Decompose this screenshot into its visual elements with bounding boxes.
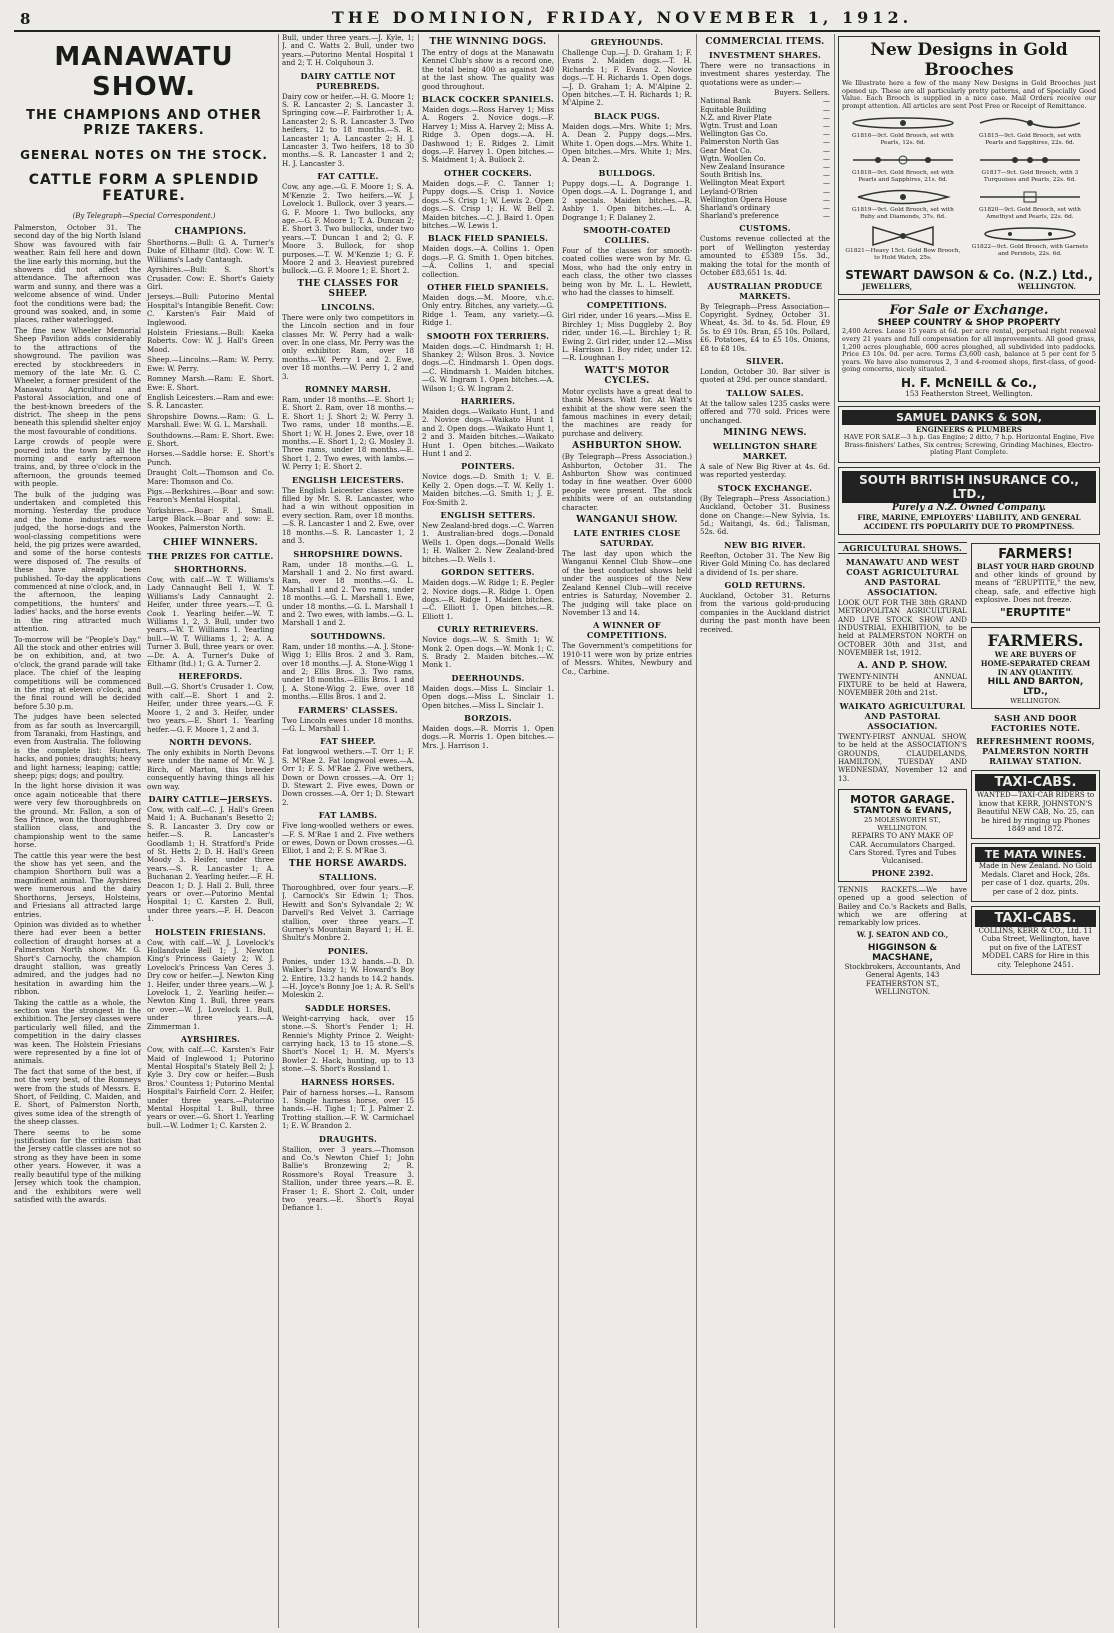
mcneill-address: 153 Featherston Street, Wellington.: [905, 389, 1033, 398]
eruptite-title: FARMERS!: [998, 546, 1073, 562]
paragraph: Two Lincoln ewes under 18 months.—G. L. Marshall 1.: [282, 715, 414, 733]
share-price: —: [823, 163, 830, 172]
column-rule: [278, 34, 279, 1628]
share-price: —: [823, 113, 830, 122]
paragraph: and other kinds of ground by means of "ERUPTITE," the new, cheap, safe, and effective high explosive. Does not freeze.: [975, 569, 1096, 604]
table-row: [700, 130, 830, 138]
stewart-dawson-name: STEWART DAWSON & Co. (N.Z.) Ltd.,: [845, 268, 1093, 283]
section-heading: BLACK PUGS.: [593, 110, 661, 121]
motor-garage-title: MOTOR GARAGE.: [850, 793, 955, 807]
share-name: Sharland's ordinary: [700, 204, 771, 213]
eruptite-sub: BLAST YOUR HARD GROUND: [976, 561, 1095, 571]
brooch-item: [972, 225, 1089, 258]
section-heading: CURLY RETRIEVERS.: [437, 624, 539, 635]
table-row: [700, 204, 830, 212]
section-heading: BLACK COCKER SPANIELS.: [422, 94, 554, 105]
brooch-item: [845, 114, 962, 147]
paragraph: Maiden dogs.—Waikato Hunt, 1 and 2. Novice dogs.—Waikato Hunt 1 and 2. Open dogs.—Waikato Hunt 1, 2 and 3. Maiden bitches.—Waikato Hunt 1. Open bitches.—Waikato Hunt 1 and 2.: [422, 407, 554, 459]
paragraph: Taking the cattle as a whole, the section was the strongest in the exhibition. The Jersey classes were particularly well filled, and the competition in the dairy classes was keen. The Holstein Friesians were represented by a fine lot of animals.: [14, 997, 141, 1066]
table-row: [700, 179, 830, 187]
section-heading: FAT LAMBS.: [318, 810, 378, 821]
section-heading: ROMNEY MARSH.: [304, 384, 392, 394]
share-price: —: [823, 195, 830, 204]
paragraph: Large crowds of people were poured into the town by all the morning and early afternoon trains, and, by three o'clock in the afternoon, the grounds teemed with people.: [14, 437, 141, 489]
section-heading: GREYHOUNDS.: [590, 37, 664, 47]
insurance-sub: Purely a N.Z. Owned Company.: [892, 502, 1046, 513]
stewart-dawson-sub: [842, 282, 1096, 291]
section-heading: STOCK EXCHANGE.: [717, 482, 813, 493]
paragraph: Opinion was divided as to whether there had ever been a better collection of draught horses at a Palmerston North show. Mr. G. Short's Carnochy, the champion draught stallion, was greatly admired, and the judges had no hesitation in awarding him the ribbon.: [14, 919, 141, 997]
brooch-item: [972, 114, 1089, 147]
paragraph: The entry of dogs at the Manawatu Kennel Club's show is a record one, the total being 400 as against 240 at the last show. The quality was good throughout.: [422, 48, 554, 91]
section-heading: AGRICULTURAL SHOWS.: [838, 542, 967, 554]
paragraph: (By Telegraph—Press Association.) Auckland, October 31. Business done on Change:—New Sylvia, 1s. 5d.; Waitangi, 4s. 6d.; Talisman, 52s. 6d.: [700, 493, 830, 537]
section-heading: DAIRY CATTLE NOT PUREBREDS.: [300, 70, 396, 91]
share-name: Equitable Building: [700, 105, 767, 114]
column-rule: [834, 34, 835, 1628]
section-heading: THE WINNING DOGS.: [429, 37, 547, 47]
motor-garage-phone: PHONE 2392.: [871, 867, 934, 878]
brooch-item: [845, 225, 962, 262]
paragraph: 2,400 Acres. Lease 15 years at 6d. per acre rental, perpetual right renewal every 21 years and full compensation for all improvements. All good grass, 1,200 acres ploughable, 600 acres ploughed, all subdivided into paddocks. Price £3 10s. 0d. per acre. Terms £3,600 cash, balance at 5 per cent for 5 years. We have also numerous 2, 3 and 4-roomed shops, first-class, of good-going concerns, nicely situated.: [842, 327, 1096, 374]
paragraph: Holstein Friesians.—Bull: Kaeka Roberts. Cow: W. J. Hall's Green Mood.: [147, 328, 274, 354]
byline: (By Telegraph—Special Correspondent.): [72, 212, 216, 220]
champions-heading: CHAMPIONS.: [174, 227, 247, 237]
article-deck: GENERAL NOTES ON THE STOCK.: [20, 148, 268, 162]
paragraph: Maiden dogs.—Ross Harvey 1; Miss A. Rogers 2. Novice dogs.—F. Harvey 1; Miss A. Harvey 2; Miss A. Ridge 3. Open dogs.—A. H. Dashwood 1; E. Ridges 2. Limit dogs.—F. Harvey 1. Open bitches.—S. Maidment 1; A. Bullock 2.: [422, 105, 554, 165]
paragraph: Maiden dogs.—C. Hindmarsh 1; H. Shankey 2; Wilson Bros. 3. Novice dogs.—C. Hindmarsh 1. Open dogs.—C. Hindmarsh 1. Maiden bitches.—G. W. Ingram 1. Open bitches.—A. Wilson 1; G. W. Ingram 2.: [422, 341, 554, 393]
brooch-icon: [975, 114, 1085, 132]
danks-name: SAMUEL DANKS & SON,: [842, 410, 1096, 425]
brooch-caption: G1815—9ct. Gold Brooch, set with Pearls and Sapphires, 22s. 6d.: [979, 133, 1081, 147]
share-name: Wellington Opera House: [700, 195, 787, 204]
section-heading: ENGLISH SETTERS.: [440, 510, 536, 521]
danks-advert: [838, 406, 1100, 463]
share-price: —: [823, 146, 830, 155]
commercial-column: [700, 34, 830, 1628]
paragraph: COLLINS, KERR & CO., Ltd. 11 Cuba Street, Wellington, have put on five of the LATEST MODEL CARS for Hire in this city. Telephone 2451.: [978, 926, 1093, 969]
paragraph: Ram, under 18 months.—G. L. Marshall 1 and 2. No first award. Ram, over 18 months.—G. L. Marshall 1 and 2. Two rams, under 18 months.—G. L. Marshall 1. Ewe, under 18 months.—G. L. Marshall 1 and 2. Two ewes, with lambs.—G. L. Marshall 1 and 2.: [282, 559, 414, 628]
table-row: [700, 106, 830, 114]
paragraph: TENNIS RACKETS.—We have opened up a good selection of Bailey and Co.'s Rackets and Balls, which we are offering at remarkably low prices.: [838, 884, 967, 928]
share-price: —: [823, 138, 830, 147]
paragraph: REPAIRS TO ANY MAKE OF CAR. Accumulators Charged. Cars Stored. Tyres and Tubes Vulcanised.: [848, 831, 957, 866]
eruptite-advert: [971, 543, 1100, 624]
brooch-caption: G1819—9ct. Gold Brooch, set with Ruby and Diamonds, 37s. 6d.: [852, 207, 954, 221]
classified-column-right: [971, 539, 1100, 999]
advert-heading: SASH AND DOOR FACTORIES NOTE.: [990, 713, 1081, 734]
share-name: N.Z. and River Plate: [700, 113, 772, 122]
paragraph: HAVE FOR SALE—3 h.p. Gas Engine; 2 ditto, 7 h.p. Horizontal Engine, Five Brass-finishers' Lathes, Six centres; Screwing, Grinding Machines, Electro-plating Plant Complete.: [843, 432, 1095, 457]
paragraph: Fat longwool wethers.—T. Orr 1; F. S. M'Rae 2. Fat longwool ewes.—A. Orr 1; F. S. M'Rae 2. Five wethers, Down or Down crosses.—A. Orr 1; D. Stewart 2. Five ewes, Down or Down crosses.—A. Orr 1; D. Stewart 2.: [282, 747, 414, 807]
brooch-advert-title: New Designs in Gold Brooches: [870, 40, 1068, 80]
section-heading: MINING NEWS.: [723, 427, 807, 438]
table-row: [700, 171, 830, 179]
classified-adverts: [838, 539, 1100, 999]
property-advert: [838, 299, 1100, 402]
paragraph: The last day upon which the Wanganui Kennel Club Show—one of the best conducted shows held under the auspices of the New Zealand Kennel Club—will receive entries is Saturday, November 2. The judging will take place on November 13 and 14.: [562, 549, 692, 617]
section-heading: DAIRY CATTLE—JERSEYS.: [148, 793, 273, 804]
page-number: 8: [20, 10, 31, 28]
masthead: THE DOMINION, FRIDAY, NOVEMBER 1, 1912.: [331, 8, 913, 27]
paragraph: Bull, under three years.—J. Kyle, 1; J. and C. Watts 2. Bull, under two years.—Putorino Mental Hospital 1 and 2; T. H. Colquhoun 3.: [282, 34, 414, 68]
paragraph: Cow, any age.—G. F. Moore 1; S. A. M'Kenzie 2. Two heifers.—W. J. Lovelock 1. Bullock, over 3 years.—G. F. Moore 1. Two bullocks, any age.—G. F. Moore 1; T. A. Duncan 2; E. Short 3. Two bullocks, under two years.—T. Duncan 1 and 2; G. F. Moore 3. Bullock, for shop purposes.—T. W. M'Kenzie 1; G. F. Moore 2 and 3. Heaviest purebred bullock.—G. F. Moore 1; E. Short 2.: [282, 182, 414, 276]
share-price: —: [823, 97, 830, 106]
paragraph: The fact that some of the best, if not the very best, of the Romneys were from the studs of Messrs. E. Short, of Feilding, C. Maiden, and E. Short, of Palmerston North, gives some idea of the strength of the sheep classes.: [14, 1066, 141, 1127]
section-heading: WATT'S MOTOR CYCLES.: [584, 365, 670, 386]
section-heading: SADDLE HORSES.: [305, 1002, 391, 1013]
section-heading: SHROPSHIRE DOWNS.: [293, 548, 403, 559]
paragraph: Girl rider, under 16 years.—Miss E. Birchley 1; Miss Duggleby 2. Boy rider, under 16.—L. Birchley 1; R. Ewing 2. Girl rider, under 12.—Miss L. Harrison 1. Boy rider, under 12.—R. Loughnan 1.: [562, 311, 692, 363]
share-name: Wellington Meat Export: [700, 179, 785, 188]
paragraph: Challenge Cup.—J. D. Graham 1; F. Evans 2. Maiden dogs.—T. H. Richards 1; F. Evans 2. Novice dogs.—T. H. Richards 1. Open dogs.—J. D. Graham 1; A. M'Alpine 2. Open bitches.—T. H. Richards 1; R. M'Alpine 2.: [562, 48, 692, 108]
column-rule: [696, 34, 697, 1628]
section-heading: LATE ENTRIES CLOSE SATURDAY.: [573, 528, 681, 549]
share-price: —: [823, 187, 830, 196]
hill-barton-name: HILL AND BARTON, LTD.,: [987, 677, 1084, 698]
article-title: MANAWATU SHOW.: [54, 42, 234, 102]
masthead-rule: [14, 30, 1100, 32]
section-heading: AUSTRALIAN PRODUCE MARKETS.: [707, 280, 823, 301]
paragraph: Motor cyclists have a great deal to thank Messrs. Watt for. At Watt's exhibit at the show were seen the famous machines in every detail; the machines are ready for purchase and delivery.: [562, 386, 692, 438]
taxi-advert: [971, 770, 1100, 839]
section-heading: TALLOW SALES.: [726, 387, 804, 398]
share-name: National Bank: [700, 97, 751, 106]
paragraph: Ponies, under 13.2 hands.—D. D. Walker's Daisy 1; W. Howard's Boy 2. Entire, 13.2 hands to 14.2 hands.—H. Joyce's Bonny Joe 1; A. R. Sell's Moleskin 2.: [282, 956, 414, 1000]
paragraph: Shropshire Downs.—Ram: G. L. Marshall. Ewe: W. G. L. Marshall.: [147, 411, 274, 430]
paragraph: Maiden dogs.—W. Ridge 1; E. Pegler 2. Novice dogs.—R. Ridge 1. Open dogs.—R. Ridge 1. Maiden bitches.—C. Elliott 1. Open bitches.—R. Elliott 1.: [422, 578, 554, 621]
section-heading: FAT CATTLE.: [317, 171, 379, 182]
share-table: [700, 97, 830, 220]
brooch-icon: [975, 188, 1085, 206]
section-heading: POINTERS.: [461, 461, 515, 472]
paragraph: Southdowns.—Ram: E. Short. Ewe: E. Short.: [147, 430, 274, 448]
paragraph: Draught Colt.—Thomson and Co. Mare: Thomson and Co.: [147, 468, 274, 486]
section-heading: FAT SHEEP.: [320, 736, 376, 747]
section-heading: LINCOLNS.: [321, 301, 375, 312]
section-heading: DEERHOUNDS.: [451, 672, 525, 683]
share-price: —: [823, 122, 830, 131]
paragraph: Five long-woolled wethers or ewes.—F. S. M'Rae 1 and 2. Five wethers or ewes, Down or Down crosses.—G. Elliot, 1 and 2; F. S. M'Rae 3.: [282, 821, 414, 856]
paragraph: Maiden dogs.—R. Morris 1. Open dogs.—R. Morris 1. Open bitches.—Mrs. J. Harrison 1.: [422, 723, 554, 750]
share-name: Wgtn. Trust and Loan: [700, 122, 778, 131]
share-name: New Zealand Insurance: [700, 163, 785, 172]
eruptite-brand: "ERUPTITE": [999, 606, 1072, 620]
section-heading: NEW BIG RIVER.: [724, 539, 806, 550]
share-price: —: [823, 179, 830, 188]
paragraph: To-morrow will be "People's Day." All the stock and other entries will be on exhibition, and, at two o'clock, the grand parade will take place. The chief of the leaping competitions will be commenced in the ring at eleven o'clock, and the final round will be decided before 5.30 p.m.: [14, 634, 141, 711]
section-heading: COMPETITIONS.: [586, 300, 668, 311]
paragraph: Cow, with calf.—W. T. Williams's Lady Cannaught Bell 1, W. T. Williams's Lady Cannaught 2. Heifer, under three years.—T. G. Cook 1. Yearling heifer.—W. T. Williams 1, 2, 3. Bull, under two years.—W. T. Williams 1. Yearling bull.—W. T. Williams 1, 2; A. A. Turner 3. Bull, three years or over.—Dr. A. A. Turner's Duke of Elthamr (ltd.) 1; G. A. Turner 2.: [147, 575, 274, 669]
section-heading: HARRIERS.: [460, 396, 516, 406]
section-heading: SMOOTH FOX TERRIERS.: [426, 330, 550, 341]
share-price: —: [823, 204, 830, 213]
brooch-item: [972, 151, 1089, 184]
share-name: South British Ins.: [700, 171, 763, 180]
table-row: [700, 212, 830, 220]
paragraph: The Government's competitions for 1910-11 were won by prize entries of Messrs. Whites, Newbury and Co., Carbine.: [562, 641, 692, 676]
brooch-item: [972, 188, 1089, 221]
wine-advert: [971, 843, 1100, 902]
brooch-advert: [838, 36, 1100, 295]
cream-advert-title: FARMERS.: [987, 631, 1084, 651]
section-heading: THE CLASSES FOR SHEEP.: [297, 278, 399, 299]
paragraph: The fine new Wheeler Memorial Sheep Pavilion adds considerably to the attractions of the showground. The pavilion was erected by stockbreeders in memory of the late Mr. G. C. Wheeler, a former president of the Manawatu Agricultural and Pastoral Association, and one of the best-known breeders of the district. The sheep in the pens beneath this splendid shelter enjoy the most favourable of conditions.: [14, 325, 141, 436]
table-row: [700, 196, 830, 204]
paragraph: At the tallow sales 1235 casks were offered and 770 sold. Prices were unchanged.: [700, 398, 830, 425]
section-heading: DRAUGHTS.: [318, 1133, 378, 1144]
section-heading: ENGLISH LEICESTERS.: [291, 474, 405, 485]
section-heading: GOLD RETURNS.: [724, 580, 806, 591]
results-column-2: [282, 34, 414, 1628]
paragraph: Palmerston, October 31. The second day of the big North Island Show was favoured with fair weather. Rain fell here and down the line early this morning, but the showers did not affect the attendance. The afternoon was warm and sunny, and there was a welcome absence of wind. Under foot the conditions were bad; the ground was soaked, and, in some places, rather waterlogged.: [14, 223, 141, 325]
paragraph: In the light horse division it was once again noticeable that there were very few thoroughbreds on the ground. Mr. Fallon, a son of Sea Prince, won the thoroughbred stallion class, and the championship went to the same horse.: [14, 781, 141, 850]
paragraph: Shorthorns.—Bull: G. A. Turner's Duke of Elthamr (ltd). Cow: W. T. Williams's Lady Cantaugh.: [147, 238, 274, 264]
share-name: Wellington Gas Co.: [700, 130, 768, 139]
brooch-icon: [975, 151, 1085, 169]
section-heading: SOUTHDOWNS.: [310, 630, 386, 641]
section-heading: AYRSHIRES.: [180, 1034, 241, 1045]
mcneill-name: H. F. McNEILL & Co.,: [901, 375, 1037, 390]
insurance-name: SOUTH BRITISH INSURANCE CO., LTD.,: [842, 471, 1096, 503]
bow-brooch-icon: [848, 225, 958, 247]
paragraph: Maiden dogs.—M. Moore, v.h.c. Only entry. Bitches, any variety.—G. Ridge 1. Team, any variety.—G. Ridge 1.: [422, 292, 554, 328]
paragraph: We Illustrate here a few of the many New Designs in Gold Brooches just opened up. These are all particularly pretty patterns, and of Specially Good Value. Each Brooch is supplied in a nice case. Mail Orders receive our prompt attention. All articles are sent Post Free or Receipt of Remittance.: [842, 79, 1096, 110]
paragraph: Novice dogs.—D. Smith 1; V. E. Kelly 2. Open dogs.—T. W. Kelly 1. Maiden bitches.—G. Smith 1; J. E. Fox-Smith 2.: [422, 472, 554, 507]
advertisements-column: [838, 34, 1100, 1628]
paragraph: Cow, with calf.—C. J. Hall's Green Maid 1; A. Buchanan's Besetto 2; S. R. Lancaster 3. Dry cow or heifer.—S. R. Lancaster's Goodlamb 1; H. Stratford's Pride of St. Hetts 2; D. H. Hall's Green Moody 3. Heifer, under three years.—S. R. Lancaster 1; A. Buchanan 2. Yearling heifer.—F. H. Deacon 1; D. J. Hall 2. Bull, three years or over.—Putorino Mental Hospital 1; C. Karsten 2. Bull, under three years.—F. H. Deacon 1.: [147, 804, 274, 924]
paragraph: WANTED—TAXI-CAB RIDERS to know that KERR, JOHNSTON'S Beautiful NEW CAB, No. 25, can be hired by ringing up Phones 1849 and 1872.: [976, 790, 1095, 833]
paragraph: There were no transactions in investment shares yesterday. The quotations were as under:—: [700, 61, 830, 87]
brooch-caption: G1817—9ct. Gold Brooch, with 3 Turquoises and Pearls, 22s. 6d.: [981, 170, 1079, 184]
paragraph: The judges have been selected from as far south as Invercargill, from Taranaki, from Hastings, and even from Australia. The following is the complete list: Hunters, hacks, and ponies; draughts; heavy and light harness; leaping; cattle; sheep; pigs; dogs; and poultry.: [14, 712, 141, 780]
paragraph: A sale of New Big River at 4s. 6d. was reported yesterday.: [700, 461, 830, 480]
property-advert-title: For Sale or Exchange.: [889, 303, 1049, 319]
taxi-advert-title: TAXI-CABS.: [975, 910, 1096, 927]
section-heading: OTHER FIELD SPANIELS.: [427, 281, 549, 292]
paragraph: London, October 30. Bar silver is quoted at 29d. per ounce standard.: [700, 366, 830, 385]
share-name: Gear Meat Co.: [700, 146, 752, 155]
share-name: Palmerston North Gas: [700, 138, 779, 147]
higginson-name: HIGGINSON & MACSHANE,: [867, 942, 938, 963]
brooch-icon: [848, 188, 958, 206]
taxi-advert-title: TAXI-CABS.: [975, 774, 1096, 791]
section-heading: ASHBURTON SHOW.: [572, 441, 682, 452]
paragraph: Sheep.—Lincolns.—Ram: W. Perry. Ewe: W. Perry.: [147, 355, 274, 373]
paragraph: By Telegraph—Press Association—Copyright. Sydney, October 31. Wheat, 4s. 3d. to 4s. 5d. Flour, £9 5s. to £9 10s. Bran, £5 10s. Pollard, £6. Potatoes, £4 to £5 10s. Onions, £8 to £8 10s.: [700, 301, 830, 353]
paragraph: Ayrshires.—Bull: S. Short's Crusader. Cow: E. Short's Gaiety Girl.: [147, 265, 274, 292]
brooch-caption: G1818—9ct. Gold Brooch, set with Pearls and Sapphires, 21s. 6d.: [852, 170, 954, 184]
paragraph: Customs revenue collected at the port of Wellington yesterday amounted to £5389 15s. 3d., making the total for the month of October £83,651 1s. 4d.: [700, 234, 830, 278]
brooch-item: [845, 151, 962, 184]
section-heading: SMOOTH-COATED COLLIES.: [583, 224, 671, 245]
paragraph: Cow, with calf.—C. Karsten's Fair Maid of Inglewood 1; Putorino Mental Hospital's Stately Bell 2; J. Kyle 3. Dry cow or heifer.—Bush Bros.' Countess 1; Putorino Mental Hospital's Fairfield Corr. 2. Heifer, under three years.—Putorino Mental Hospital 1. Bull, three years or over.—G. Short 1. Yearling bull.—W. Lodmer 1; C. Karsten 2.: [147, 1045, 274, 1130]
results-column-4: [562, 34, 692, 1628]
section-heading: SILVER.: [745, 355, 785, 366]
cream-advert-sub: WE ARE BUYERS OF: [994, 650, 1077, 660]
share-price: —: [823, 105, 830, 114]
hill-barton-city: WELLINGTON.: [1010, 697, 1061, 706]
table-row: [700, 122, 830, 130]
paragraph: Yorkshires.—Boar: F. J. Small. Large Black.—Boar and sow: E. Wookes, Palmerston North.: [147, 505, 274, 532]
share-price: —: [823, 130, 830, 139]
share-name: Sharland's preference: [700, 212, 779, 221]
paragraph: Weight-carrying hack, over 15 stone.—S. Short's Fender 1; H. Rennie's Mighty Prince 2. Weight-carrying hack, 13 to 15 stone.—S. Short's Nocel 1; H. M. Myers's Bowler 2. Hack, hunting, up to 13 stone.—S. Short's Rossland 1.: [282, 1013, 414, 1074]
paragraph: Maiden dogs.—Mrs. White 1; Mrs. A. Dean 2. Puppy dogs.—Mrs. White 1. Open dogs.—Mrs. White 1. Open bitches.—Mrs. White 1; Mrs. A. Dean 2.: [562, 121, 692, 165]
section-heading: SHORTHORNS.: [174, 564, 247, 574]
insurance-advert: [838, 467, 1100, 535]
section-heading: COMMERCIAL ITEMS.: [705, 37, 825, 47]
paragraph: Pigs.—Berkshires.—Boar and sow: Fearon's Mental Hospital.: [147, 486, 274, 505]
paragraph: Auckland, October 31. Returns from the various gold-producing companies in the Auckland district during the past month have been received.: [700, 591, 830, 634]
paragraph: The only exhibits in North Devons were under the name of Mr. W. J. Birch, of Marton, this breeder consequently having things all his own way.: [147, 747, 274, 791]
paragraph: Maiden dogs.—Miss L. Sinclair 1. Open dogs.—Miss L. Sinclair 1. Open bitches.—Miss L. Sinclair 1.: [422, 683, 554, 710]
brooch-item: [845, 188, 962, 221]
share-price: —: [823, 171, 830, 180]
article-body-right: [147, 224, 274, 1206]
article-deck: THE CHAMPIONS AND OTHER PRIZE TAKERS.: [26, 108, 262, 138]
section-heading: NORTH DEVONS.: [169, 736, 252, 747]
column-rule: [558, 34, 559, 1628]
paragraph: TWENTY-FIRST ANNUAL SHOW, to be held at the ASSOCIATION'S GROUNDS, CLAUDELANDS, HAMILTON, TUESDAY AND WEDNESDAY, November 12 and 13.: [838, 731, 967, 783]
section-heading: BORZOIS.: [464, 712, 512, 723]
section-heading: HEREFORDS.: [178, 671, 243, 682]
table-row: [700, 188, 830, 196]
brooch-caption: G1820—9ct. Gold Brooch, set with Amethyst and Pearls, 22s. 6d.: [979, 207, 1081, 221]
paragraph: Novice dogs.—W. S. Smith 1; W. Monk 2. Open dogs.—W. Monk 1; C. S. Brady 2. Maiden bitches.—W. Monk 1.: [422, 635, 554, 670]
insurance-body: FIRE, MARINE, EMPLOYERS' LIABILITY, AND GENERAL ACCIDENT. ITS POPULARITY DUE TO PROMPTNESS.: [857, 512, 1081, 531]
section-heading: OTHER COCKERS.: [444, 167, 532, 178]
cream-advert-body: HOME-SEPARATED CREAM IN ANY QUANTITY.: [980, 659, 1091, 678]
brooch-gallery: [842, 112, 1096, 264]
paragraph: Bull.—G. Short's Crusader 1. Cow, with calf.—E. Short 1 and 2. Heifer, under three years.—G. F. Moore 1, 2 and 3. Heifer, under two years.—E. Short 1. Yearling heifer.—G. F. Moore 1, 2 and 3.: [147, 682, 274, 734]
table-row: [700, 97, 830, 105]
article-deck: CATTLE FORM A SPLENDID FEATURE.: [28, 172, 260, 204]
paragraph: Maiden dogs.—A. Collins 1. Open dogs.—F. G. Smith 1. Open bitches.—A. Collins 1, and special collection.: [422, 244, 554, 279]
section-heading: HOLSTEIN FRIESIANS.: [154, 926, 266, 937]
section-heading: BLACK FIELD SPANIELS.: [427, 233, 549, 244]
brooch-icon: [975, 225, 1085, 243]
paragraph: English Leicesters.—Ram and ewe: S. R. Lancaster.: [147, 392, 274, 411]
paragraph: Thoroughbred, over four years.—F. J. Carnock's Sir Edwin 1; Thos. Hewitt and Son's Sylvandale 2; W. Darvell's Red Velvet 3. Carriage stallion, over three years.—T. Gurney's Mountain Bayard 1; H. E. Shultz's Monbre 2.: [282, 882, 414, 943]
table-row: [700, 163, 830, 171]
taxi-advert: [971, 906, 1100, 975]
stewart-dawson-trade: JEWELLERS,: [862, 282, 913, 292]
paragraph: Romney Marsh.—Ram: E. Short. Ewe: E. Short.: [147, 374, 274, 392]
paragraph: New Zealand-bred dogs.—C. Warren 1. Australian-bred dogs.—Donald Wells 1. Open dogs.—Donald Wells 1; H. Walker 2. New Zealand-bred bitches.—D. Wells 1.: [422, 521, 554, 564]
brooch-caption: G1821—Heavy 15ct. Gold Bow Brooch, to Hold Watch, 25s.: [845, 248, 961, 262]
property-advert-sub: SHEEP COUNTRY & SHOP PROPERTY: [877, 318, 1061, 329]
paragraph: Four of the classes for smooth-coated collies were won by Mr. G. Moss, who had the only entry in each class, the other two classes being won by Mr. L. L. Hewlett, who had the classes to himself.: [562, 245, 692, 297]
advert-heading: A. AND P. SHOW.: [857, 660, 948, 671]
column-rule: [418, 34, 419, 1628]
paragraph: Ram, under 18 months.—E. Short 1; E. Short 2. Ram, over 18 months.—E. Short 1; J. Short 2; W. Perry 3. Two rams, under 18 months.—E. Short 1; W. H. Jones 2. Ewe, over 18 months.—E. Short 1, 2; G. Mosley 3. Three rams, under 18 months.—E. Short 1, 2. Two ewes, with lambs.—W. Perry 1; E. Short 2.: [282, 395, 414, 472]
paragraph: Stockbrokers, Accountants, And General Agents, 143 FEATHERSTON ST., WELLINGTON.: [844, 961, 961, 997]
classified-column-left: [838, 539, 967, 999]
section-heading: THE HORSE AWARDS.: [288, 858, 408, 869]
stewart-dawson-city: WELLINGTON.: [1017, 282, 1076, 292]
paragraph: (By Telegraph—Press Association.) Ashburton, October 31. The Ashburton Show was continued today in fine weather. Over 6000 people were present. The stock exhibits were of an outstanding character.: [562, 452, 692, 512]
paragraph: The bulk of the judging was undertaken and completed this morning. Yesterday the produce and the home industries were judged, the horse-dogs and the wool-classing competitions were held, the pig prizes were awarded, and some of the horse contests were disposed of. The results of these have already been published. To-day the applications commenced at nine o'clock, and, in the afternoon, the leaping competitions, the hunters' and ladies' hacks, and the horse events in the ring attracted much attention.: [14, 489, 141, 634]
paragraph: Stallion, over 3 years.—Thomson and Co.'s Newton Chief 1; John Ballie's Bronzewing 2; R. Rossmore's Royal Treasure 3. Stallion, under three years.—R. E. Fraser 1; E. Short 2. Colt, under two years.—E. Short's Royal Defiance 1.: [282, 1144, 414, 1213]
table-row: [700, 147, 830, 155]
paragraph: Jerseys.—Bull: Putorino Mental Hospital's Intangible Benefit. Cow: C. Karsten's Fair Maid of Inglewood.: [147, 292, 274, 327]
paragraph: Made in New Zealand. No Gold Medals. Claret and Hock, 28s. per case of 1 doz. quarts, 20s. per case of 2 doz. pints.: [978, 861, 1093, 896]
paragraph: TWENTY-NINTH ANNUAL FIXTURE to be held at Hawera, NOVEMBER 20th and 21st.: [838, 671, 967, 698]
paragraph: The cattle this year were the best the show has yet seen, and the champion Shorthorn bull was a magnificent animal. The Ayrshires were numerous and the dairy Shorthorns, Jerseys, Holsteins, and Friesians all attracted large entries.: [14, 850, 141, 919]
brooch-caption: G1816—9ct. Gold Brooch, set with Pearls, 12s. 6d.: [852, 133, 954, 147]
share-price: —: [823, 212, 830, 221]
section-heading: THE PRIZES FOR CATTLE.: [147, 551, 274, 561]
share-name: Wgtn. Woollen Co.: [700, 154, 766, 163]
chief-winners-heading: CHIEF WINNERS.: [163, 538, 258, 548]
paragraph: Ram, under 18 months.—A. J. Stone-Wigg 1; Ellis Bros. 2 and 3. Ram, over 18 months.—J. A. Stone-Wigg 1 and 2; Ellis Bros. 3. Two rams, under 18 months.—Ellis Bros. 1 and J. A. Stone-Wigg 2. Ewe, over 18 months.—Ellis Bros. 1 and 2.: [282, 641, 414, 702]
paragraph: Maiden dogs.—F. C. Tanner 1; Puppy dogs.—S. Crisp 1. Novice dogs.—S. Crisp 1; W. Lewis 2. Open dogs.—S. Crisp 1; H. W. Bell 2. Maiden bitches.—C. J. Baird 1. Open bitches.—W. Lewis 1.: [422, 178, 554, 230]
section-heading: WANGANUI SHOW.: [576, 515, 678, 526]
motor-garage-address: 25 MOLESWORTH ST., WELLINGTON.: [864, 816, 941, 833]
cream-advert: [971, 627, 1100, 709]
wine-advert-title: TE MATA WINES.: [975, 847, 1096, 862]
danks-sub: ENGINEERS & PLUMBERS: [916, 424, 1022, 434]
section-heading: GORDON SETTERS.: [441, 567, 535, 578]
motor-garage-advert: [838, 789, 967, 882]
section-heading: STALLIONS.: [318, 871, 378, 882]
advert-heading: WAIKATO AGRICULTURAL AND PASTORAL ASSOCIATION.: [839, 700, 966, 731]
section-heading: HARNESS HORSES.: [301, 1076, 395, 1087]
paragraph: The English Leicester classes were filled by Mr. S. R. Lancaster, who had a win without opposition in every section. Ram, over 18 months.—S. R. Lancaster 1 and 2. Ewe, over 18 months.—S. R. Lancaster 1, 2 and 3.: [282, 485, 414, 546]
table-row: [700, 114, 830, 122]
article-body-left: [14, 224, 141, 1206]
section-heading: FARMERS' CLASSES.: [298, 704, 398, 715]
results-column-3: [422, 34, 554, 1628]
paragraph: There were only two competitors in the Lincoln section and in four classes Mr. W. Perry had a walk-over. In one class, Mr. Perry was the only exhibitor. Ram, over 18 months.—W. Perry 1 and 2. Ewe, over 18 months.—W. Perry 1, 2 and 3.: [282, 312, 414, 381]
brooch-icon: [848, 151, 958, 169]
paragraph: There seems to be some justification for the criticism that the Jersey cattle classes are not so strong as they have been in some other years. However, it was a really beautiful type of the milking Jersey which took the champion, and the exhibitors were well satisfied with the awards.: [14, 1127, 141, 1204]
seaton-name: W. J. SEATON AND CO.,: [856, 929, 949, 939]
paragraph: Cow, with calf.—W. J. Lovelock's Hollandvale Bell 1; J. Newton King's Princess Gaiety 2; W. J. Lovelock's Princess Van Ceres 3. Dry cow or heifer.—J. Newton King 1. Heifer, under three years.—W. J. Lovelock 1, 2. Yearling heifer.—Newton King 1. Bull, three years or over.—W. J. Lovelock 1. Bull, under three years.—A. Zimmerman 1.: [147, 937, 274, 1031]
section-heading: WELLINGTON SHARE MARKET.: [712, 440, 818, 461]
section-heading: BULLDOGS.: [598, 167, 656, 178]
article-body: [14, 224, 274, 1206]
share-table-header: Buyers. Sellers.: [774, 89, 830, 98]
section-heading: PONIES.: [327, 945, 369, 956]
paragraph: Pair of harness horses.—L. Ransom 1. Single harness horse, over 15 hands.—H. Tighe 1; T. J. Palmer 2. Trotting stallion.—F. W. Carmichael 1; E. W. Brandon 2.: [282, 1087, 414, 1131]
section-heading: A WINNER OF COMPETITIONS.: [586, 620, 668, 641]
brooch-icon: [848, 114, 958, 132]
share-name: Leyland-O'Brien: [700, 187, 758, 196]
table-row: [700, 138, 830, 146]
table-row: [700, 155, 830, 163]
paragraph: LOOK OUT FOR THE 38th GRAND METROPOLITAN AGRICULTURAL AND LIVE STOCK SHOW AND INDUSTRIAL EXHIBITION, to be held at PALMERSTON NORTH on OCTOBER 30th and 31st, and NOVEMBER 1st, 1912.: [838, 597, 967, 658]
paragraph: Horses.—Saddle horse: E. Short's Punch.: [147, 449, 274, 467]
paragraph: Dairy cow or heifer.—H. G. Moore 1; S. R. Lancaster 2; S. Lancaster 3. Springing cow.—F. Fairbrother 1; A. Lancaster 2; S. R. Lancaster 3. Two heifers, 12 to 18 months.—S. R. Lancaster 1; A. Lancaster 2; H. J. Lancaster 3. Two heifers, 18 to 30 months.—S. R. Lancaster 1 and 2; H. J. Lancaster 3.: [282, 91, 414, 168]
advert-heading: REFRESHMENT ROOMS, PALMERSTON NORTH RAILWAY STATION.: [976, 736, 1095, 767]
advert-heading: MANAWATU AND WEST COAST AGRICULTURAL AND PASTORAL ASSOCIATION.: [845, 556, 960, 597]
paragraph: Reefton, October 31. The New Big River Gold Mining Co. has declared a dividend of 1s. per share.: [700, 550, 830, 577]
brooch-caption: G1822—9ct. Gold Brooch, with Garnets and Peridots, 22s. 6d.: [971, 244, 1089, 258]
section-heading: CUSTOMS.: [739, 223, 791, 234]
share-price: —: [823, 154, 830, 163]
article-column: [14, 34, 274, 1628]
section-heading: INVESTMENT SHARES.: [708, 50, 822, 60]
paragraph: Puppy dogs.—L. A. Dogrange 1. Open dogs.—A. L. Dogrange 1, and 2 specials. Maiden bitches.—R. Ashby 1. Open bitches.—L. A. Dogrange 1; F. Dalaney 2.: [562, 178, 692, 222]
motor-garage-name: STANTON & EVANS,: [853, 806, 952, 817]
